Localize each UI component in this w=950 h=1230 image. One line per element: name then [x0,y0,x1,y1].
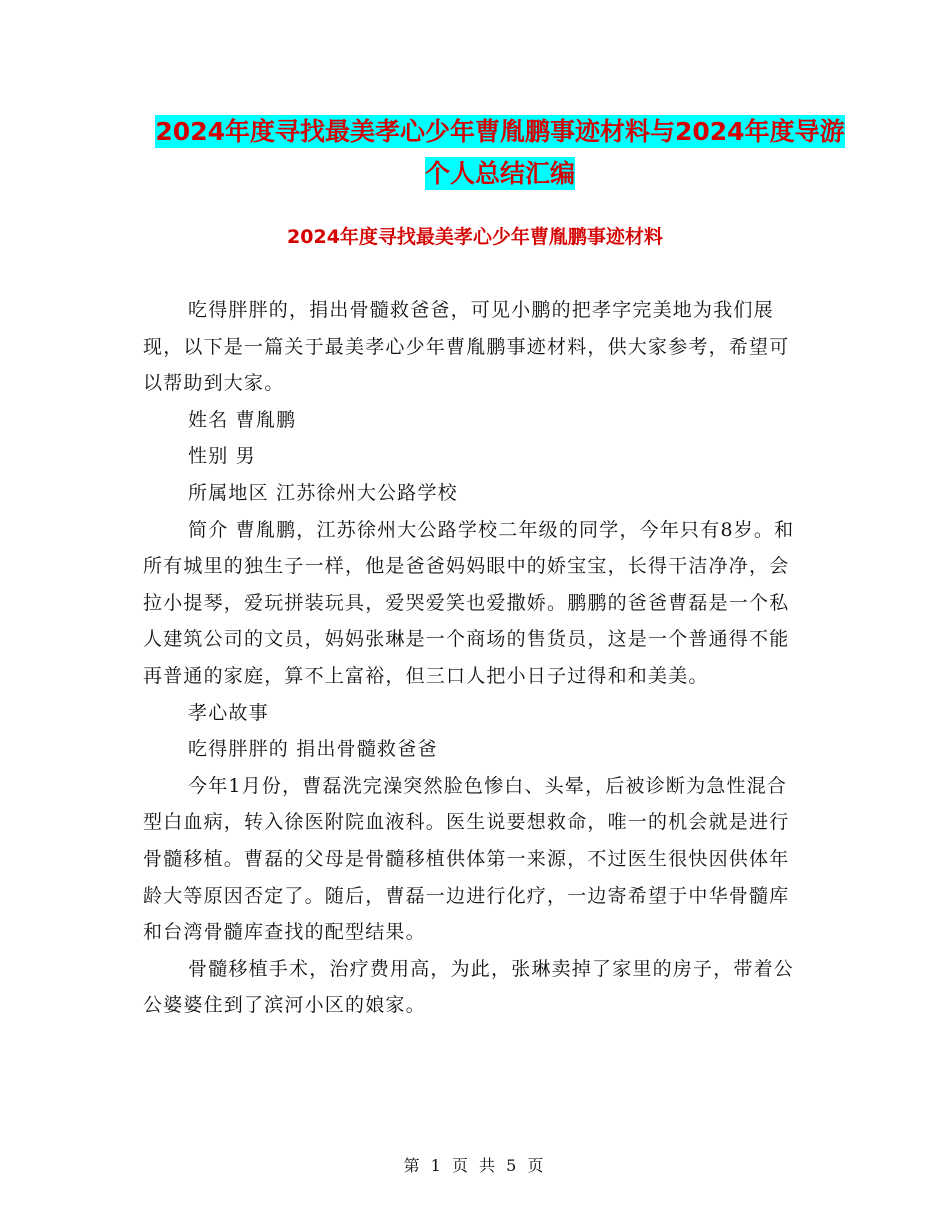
story-paragraph-2: 骨髓移植手术，治疗费用高，为此，张琳卖掉了家里的房子，带着公公婆婆住到了滨河小区的娘家。 [143,957,795,1017]
page-footer: 第 1 页 共 5 页 [403,1156,547,1175]
gender-line: 性别 男 [188,445,256,468]
story-heading: 孝心故事 [188,701,269,724]
story-paragraph-1: 今年1月份，曹磊洗完澡突然脸色惨白、头晕，后被诊断为急性混合型白血病，转入徐医附院血液科。医生说要想救命，唯一的机会就是进行骨髓移植。曹磊的父母是骨髓移植供体第一来源，不过医生很快因供体年龄大等原因否定了。随后，曹磊一边进行化疗，一边寄希望于中华骨髓库和台湾骨髓库查找的配型结果。 [143,774,790,944]
document-title [150,111,850,195]
name-line: 姓名 曹胤鹏 [188,408,297,431]
section-title: 2024年度寻找最美孝心少年曹胤鹏事迹材料 [287,226,663,248]
document-body [143,292,823,1024]
document-title-text: 2024年度寻找最美孝心少年曹胤鹏事迹材料与2024年度导游个人总结汇编 [155,117,845,188]
intro-paragraph: 吃得胖胖的，捐出骨髓救爸爸，可见小鹏的把孝字完美地为我们展现，以下是一篇关于最美孝心少年曹胤鹏事迹材料，供大家参考，希望可以帮助到大家。 [143,299,790,395]
region-line: 所属地区 江苏徐州大公路学校 [188,481,458,504]
story-subheading: 吃得胖胖的 捐出骨髓救爸爸 [188,738,438,761]
profile-paragraph: 简介 曹胤鹏，江苏徐州大公路学校二年级的同学，今年只有8岁。和所有城里的独生子一样，他是爸爸妈妈眼中的娇宝宝，长得干洁净净，会拉小提琴，爱玩拼装玩具，爱哭爱笑也爱撒娇。鹏鹏的爸爸曹磊是一个私人建筑公司的文员，妈妈张琳是一个商场的售货员，这是一个普通得不能再普通的家庭，算不上富裕，但三口人把小日子过得和和美美。 [143,518,795,687]
